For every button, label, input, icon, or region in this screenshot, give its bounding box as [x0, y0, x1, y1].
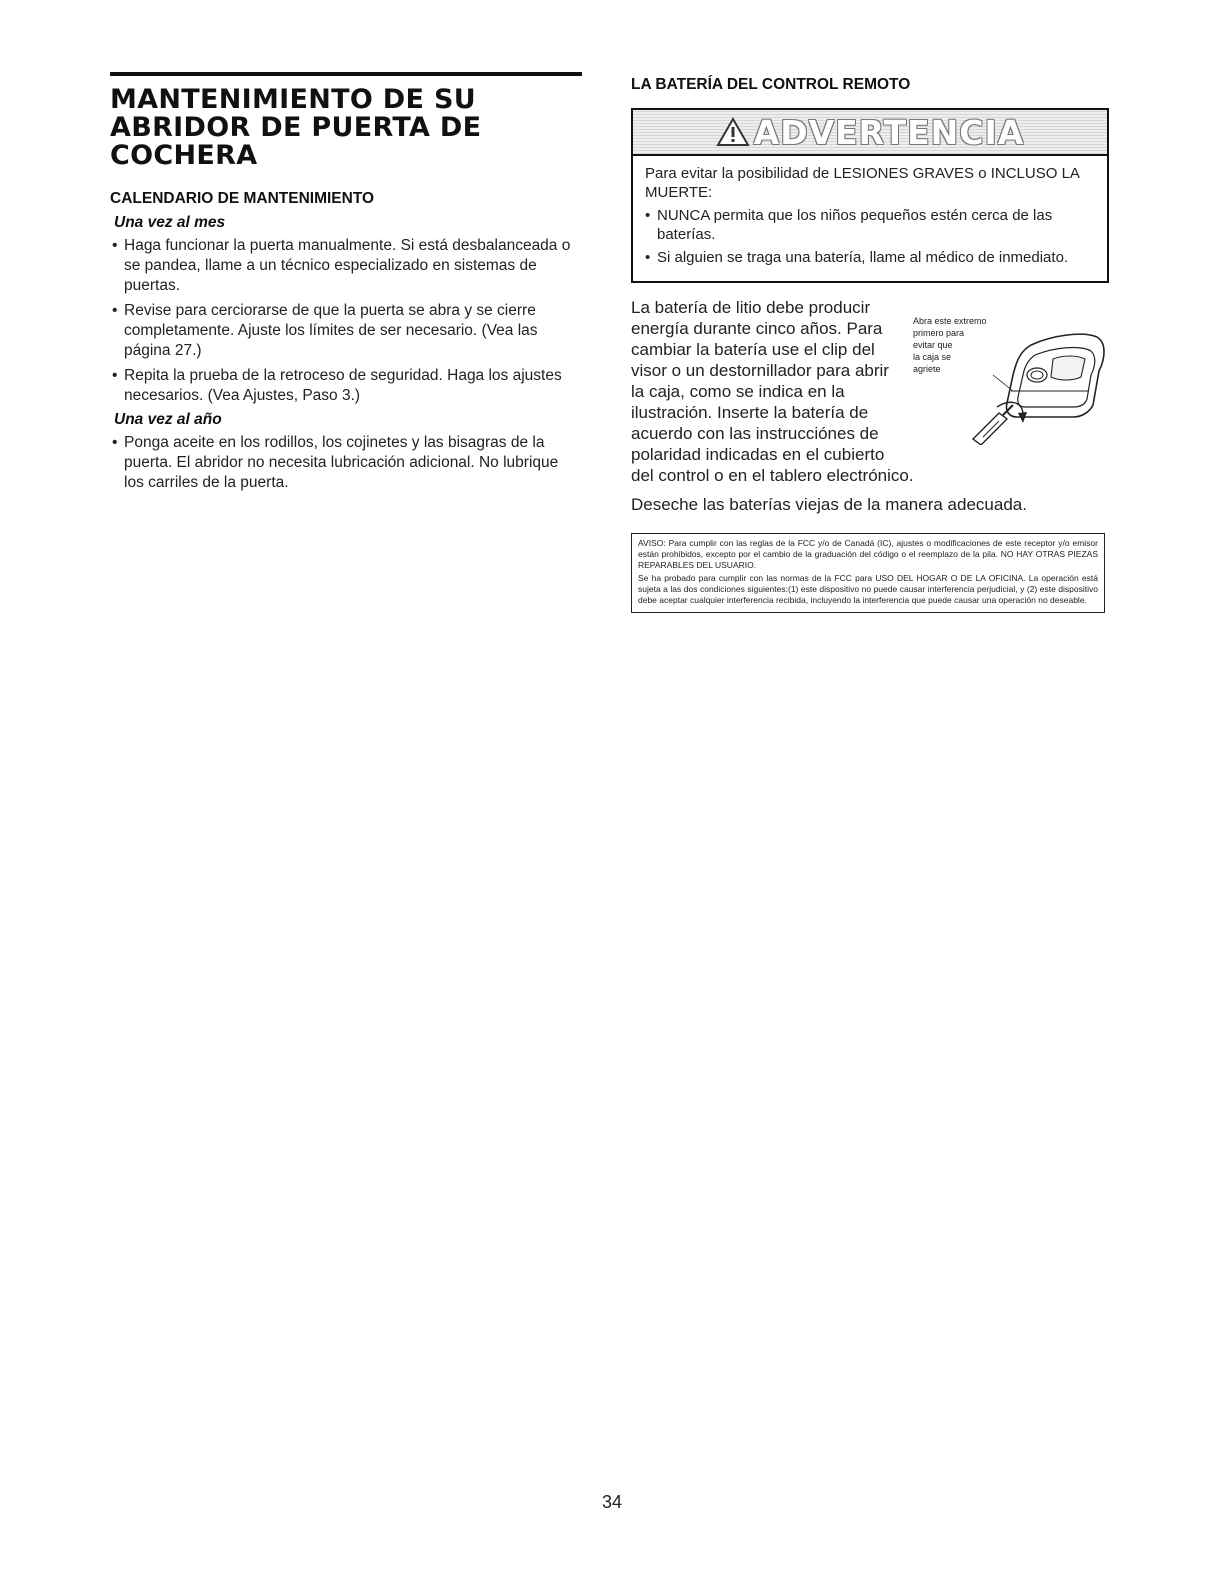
figure-label-line: Abra este extremo [913, 316, 987, 326]
text-line: polaridad indicadas en el cubierto [631, 445, 885, 464]
dispose-text: Deseche las baterías viejas de la manera adecuada. [631, 495, 1027, 514]
schedule-heading: CALENDARIO DE MANTENIMIENTO [110, 190, 375, 207]
yearly-heading: Una vez al año [114, 411, 222, 428]
text-line: cambiar la batería use el clip del [631, 340, 875, 359]
warning-banner [633, 110, 1107, 156]
yearly-list [110, 433, 582, 493]
title-rule [110, 72, 582, 76]
warning-intro: Para evitar la posibilidad de LESIONES GRAVES o INCLUSO LA MUERTE: [645, 165, 1080, 201]
fcc-notice-box [631, 533, 1105, 613]
monthly-heading: Una vez al mes [114, 214, 226, 231]
figure-label-line: la caja se [913, 352, 952, 362]
list-item: • Si alguien se traga una batería, llame al médico de inmediato. [645, 248, 1093, 267]
left-column [110, 72, 582, 498]
text-line: ilustración. Inserte la batería de [631, 403, 869, 422]
warning-title: ADVERTENCIA [753, 112, 1025, 152]
figure-label [913, 315, 987, 375]
page-number: 34 [601, 1492, 623, 1512]
text-line: energía durante cinco años. Para [631, 319, 883, 338]
list-item: • Revise para cerciorarse de que la puerta se abra y se cierre completamente. Ajuste los límites de ser necesario. (Vea las página 27.) [110, 301, 582, 361]
notice-paragraph: AVISO: Para cumplir con las reglas de la FCC y/o de Canadá (IC), ajustes o modificaciones de este receptor y/o emisor están prohibidos, excepto por el cambio de la graduación del código o el reemplazo de la pila. NO HAY OTRAS PIEZAS REPARABLES DEL USUARIO. [638, 538, 1098, 570]
text-line: acuerdo con las instrucciónes de [631, 424, 879, 443]
warning-list [645, 206, 1093, 267]
figure-label-line: agriete [913, 364, 941, 374]
list-item: • Ponga aceite en los rodillos, los cojinetes y las bisagras de la puerta. El abridor no necesita lubricación adicional. No lubrique los carriles de la puerta. [110, 433, 582, 493]
remote-figure [913, 315, 1109, 445]
warning-triangle-icon [716, 117, 750, 147]
battery-section-heading: LA BATERÍA DEL CONTROL REMOTO [631, 76, 911, 93]
text-line: del control o en el tablero electrónico. [631, 466, 914, 485]
warning-body [633, 156, 1107, 281]
title-line: ABRIDOR DE PUERTA DE [110, 112, 482, 143]
text-line: la caja, como se indica en la [631, 382, 845, 401]
figure-label-line: evitar que [913, 340, 953, 350]
figure-label-line: primero para [913, 328, 965, 338]
notice-paragraph: Se ha probado para cumplir con las normas de la FCC para USO DEL HOGAR O DE LA OFICINA. La operación está sujeta a las dos condiciones siguientes:(1) este dispositivo no puede causar interferencia perjudicial, y (2) este dispositivo debe aceptar cualquier interferencia recibida, incluyendo la interferencia que puede causar una operación no deseable. [638, 573, 1098, 605]
battery-block [631, 297, 1108, 515]
monthly-list [110, 236, 582, 406]
page-title [110, 86, 582, 170]
title-line: COCHERA [110, 140, 258, 171]
text-line: La batería de litio debe producir [631, 298, 871, 317]
list-item: • Haga funcionar la puerta manualmente. Si está desbalanceada o se pandea, llame a un técnico especializado en sistemas de puertas. [110, 236, 582, 296]
title-line: MANTENIMIENTO DE SU [110, 84, 476, 115]
warning-box [631, 108, 1109, 283]
list-item: • NUNCA permita que los niños pequeños estén cerca de las baterías. [645, 206, 1093, 244]
text-line: visor o un destornillador para abrir [631, 361, 889, 380]
list-item: • Repita la prueba de la retroceso de seguridad. Haga los ajustes necesarios. (Vea Ajustes, Paso 3.) [110, 366, 582, 406]
right-column [631, 72, 1108, 613]
